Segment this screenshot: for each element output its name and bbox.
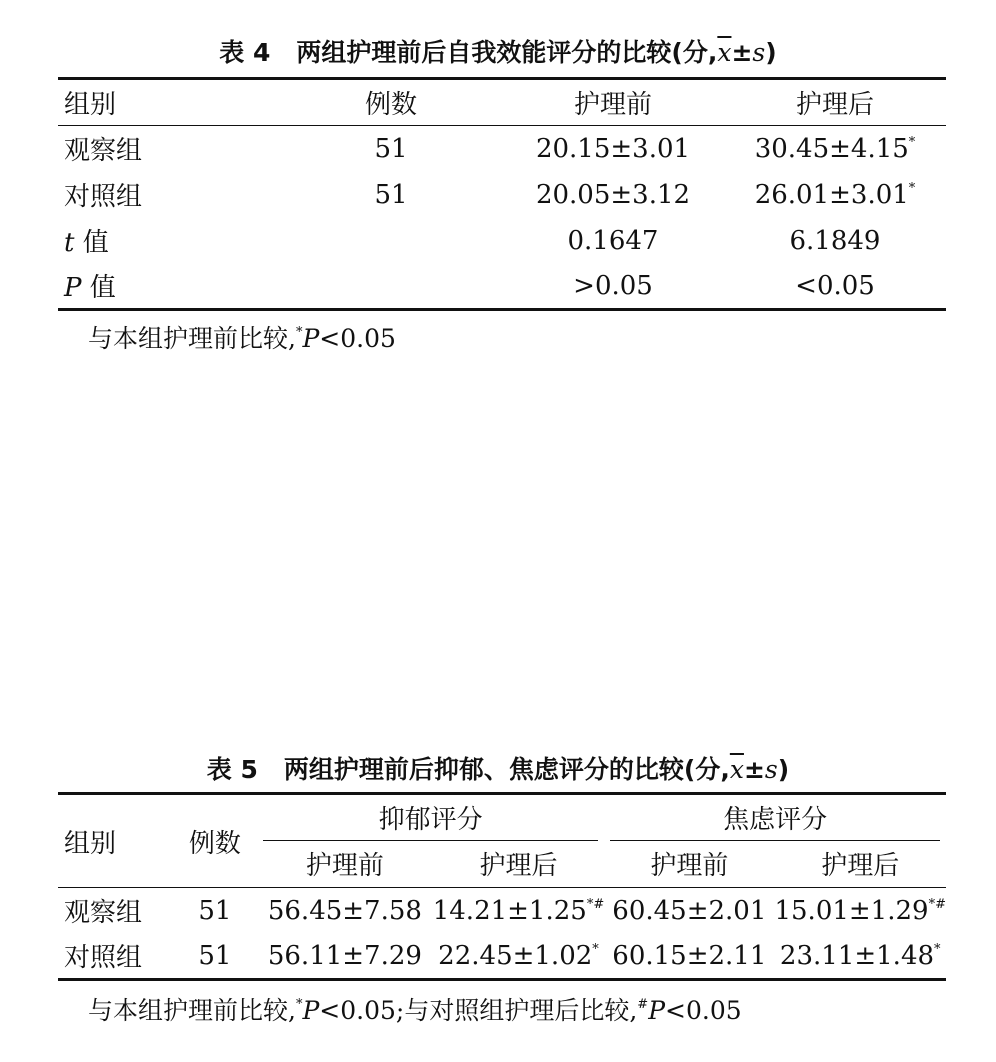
row-group: 观察组 (64, 898, 143, 929)
table4-stat-mean: $\overline{x}$ (717, 38, 732, 67)
row-group-symbol: P (64, 273, 82, 304)
table-row (58, 934, 946, 980)
table5-stat-sd: s (764, 755, 778, 784)
row-after-value: 30.45±4.15 (754, 133, 909, 164)
row-group-label: 值 (74, 228, 109, 258)
table5-stat-pm: ± (743, 755, 765, 784)
table4-title-close: ) (765, 38, 777, 67)
row-n: 51 (374, 133, 408, 164)
row-group-symbol: t (64, 228, 75, 258)
table5-header-anxiety: 焦虑评分 (604, 794, 946, 841)
table5-number: 表 5 (206, 755, 258, 784)
row-n: 51 (198, 895, 232, 926)
row-after (724, 126, 946, 172)
table4-header-after: 护理后 (724, 79, 946, 126)
table5-subheader-anx-after: 护理后 (774, 841, 946, 888)
row-before: 0.1647 (567, 225, 659, 256)
table-row (58, 888, 946, 934)
table5-header-row (58, 794, 946, 841)
row-after (724, 172, 946, 218)
table5-header-n: 例数 (173, 794, 257, 888)
table4-number: 表 4 (219, 38, 271, 67)
table5-note-a-mark: * (295, 997, 303, 1012)
row-anx-before: 60.15±2.11 (612, 940, 767, 971)
table4-footnote (88, 324, 396, 354)
table5-note-b-text: 与对照组护理后比较, (404, 996, 638, 1025)
table5-note-b-symbol: P (648, 996, 666, 1025)
row-before: 20.15±3.01 (535, 133, 691, 164)
table5-note-a-value: <0.05; (319, 996, 405, 1025)
row-n: 51 (198, 940, 232, 971)
table4-stat-pm: ± (731, 38, 753, 67)
table5-footnote (88, 996, 742, 1026)
table5-subheader-dep-before: 护理前 (257, 841, 433, 888)
table5-title-close: ) (777, 755, 790, 784)
table5-stat-mean: $\overline{x}$ (729, 755, 744, 784)
table4-caption (0, 38, 996, 68)
row-n (280, 264, 502, 310)
table4-header-group: 组别 (58, 79, 280, 126)
row-group: 对照组 (64, 182, 143, 212)
row-after-value: 6.1849 (789, 225, 881, 256)
row-anx-after-value: 15.01±1.29 (774, 895, 929, 926)
table5 (58, 792, 946, 981)
row-anx-after (774, 888, 946, 934)
row-after-value: 26.01±3.01 (754, 179, 909, 210)
row-before: 20.05±3.12 (535, 179, 691, 210)
row-after-mark: * (908, 180, 916, 196)
table4-note-value: <0.05 (319, 324, 396, 353)
table5-caption (0, 755, 996, 785)
row-after-value: <0.05 (795, 270, 875, 301)
table-row (58, 126, 946, 172)
row-dep-before: 56.45±7.58 (267, 895, 422, 926)
row-dep-after (433, 934, 605, 980)
table5-subheader-dep-after: 护理后 (433, 841, 605, 888)
table4-note-mark: * (295, 325, 303, 340)
row-dep-before: 56.11±7.29 (267, 940, 422, 971)
row-group: 对照组 (64, 943, 143, 974)
table5-note-a-text: 与本组护理前比较, (88, 996, 296, 1025)
table5-note-a-symbol: P (302, 996, 320, 1025)
table5-title: 两组护理前后抑郁、焦虑评分的比较(分, (283, 755, 730, 784)
row-before: >0.05 (573, 270, 653, 301)
row-group-label: 值 (81, 273, 116, 304)
table4-header-n: 例数 (280, 79, 502, 126)
table4-title: 两组护理前后自我效能评分的比较(分, (296, 38, 718, 67)
row-group: 观察组 (64, 136, 143, 167)
row-anx-before: 60.45±2.01 (612, 895, 767, 926)
row-group (58, 218, 280, 264)
table4-note-symbol: P (302, 324, 320, 353)
row-after-mark: * (908, 134, 916, 150)
table4 (58, 77, 946, 311)
table4-stat-sd: s (752, 38, 766, 67)
table4-note-text: 与本组护理前比较, (88, 324, 296, 353)
row-dep-after-mark: * (592, 941, 599, 957)
row-anx-after-value: 23.11±1.48 (779, 940, 935, 971)
row-after (724, 218, 946, 264)
table-row (58, 172, 946, 218)
table4-header-row (58, 79, 946, 126)
row-anx-after (774, 934, 946, 980)
row-group (58, 264, 280, 310)
row-n (280, 218, 502, 264)
row-after (724, 264, 946, 310)
row-dep-after-value: 22.45±1.02 (438, 940, 593, 971)
row-n: 51 (374, 179, 408, 210)
row-dep-after-mark: *# (586, 896, 605, 912)
table5-note-b-mark: # (637, 997, 649, 1012)
row-anx-after-mark: *# (928, 896, 946, 912)
table-row (58, 218, 946, 264)
table5-note-b-value: <0.05 (665, 996, 742, 1025)
table-row (58, 264, 946, 310)
table4-header-before: 护理前 (502, 79, 724, 126)
table5-header-group: 组别 (58, 794, 173, 888)
row-dep-after-value: 14.21±1.25 (432, 895, 587, 926)
row-anx-after-mark: * (934, 941, 941, 957)
table5-subheader-anx-before: 护理前 (604, 841, 774, 888)
table5-header-depression: 抑郁评分 (257, 794, 604, 841)
row-dep-after (433, 888, 605, 934)
